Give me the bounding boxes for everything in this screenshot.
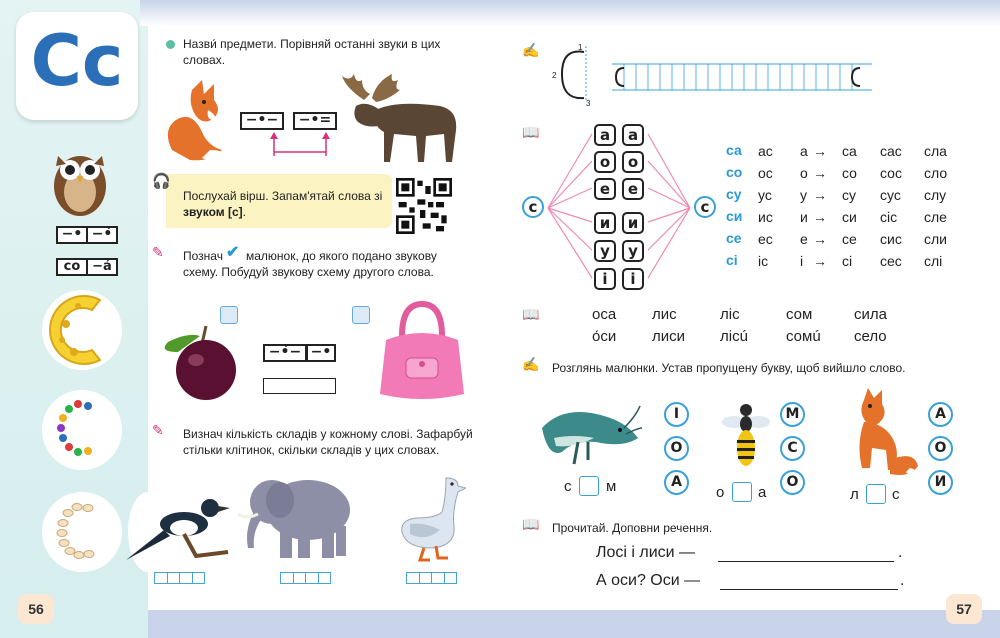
- syllable-cell-0-5: сас: [880, 143, 902, 159]
- pencil-icon: ✎: [152, 244, 164, 260]
- syllable-cell-5-6: слі: [924, 253, 943, 269]
- book-icon-3: 📖: [522, 516, 540, 532]
- fox-letter-1[interactable]: О: [928, 436, 953, 461]
- sentence-1-blank[interactable]: [718, 548, 894, 562]
- check-icon: ✔: [226, 244, 240, 261]
- copybook-line[interactable]: [612, 62, 872, 92]
- syllable-cell-2-2: у: [800, 187, 807, 203]
- syllable-cell-4-5: сис: [880, 231, 902, 247]
- syllable-cell-0-2: а: [800, 143, 808, 159]
- hub-letter-left: с: [522, 196, 544, 218]
- word-row2-3: сомú: [786, 328, 821, 345]
- right-page: [500, 0, 1000, 638]
- letter-title: Cc: [30, 20, 124, 102]
- strip-scheme-2a: со: [56, 258, 88, 276]
- wasp-picture: [720, 400, 772, 472]
- pasta-c-picture: [54, 498, 104, 564]
- syllable-cell-3-0: си: [726, 208, 743, 224]
- word-row2-2: лісú: [720, 328, 748, 345]
- syllable-cell-0-3: →: [813, 143, 827, 159]
- plum-scheme-answer-box[interactable]: [263, 378, 336, 394]
- bag-picture: [376, 300, 468, 404]
- word-row2-0: о́си: [592, 328, 617, 345]
- task2-line1-end: малюнок, до якого подано звукову: [246, 249, 437, 263]
- syllable-cell-3-3: →: [813, 209, 827, 225]
- fox-letter-0[interactable]: А: [928, 402, 953, 427]
- qr-code[interactable]: [392, 174, 456, 238]
- syllable-cell-3-4: си: [842, 209, 857, 225]
- syllable-cell-1-3: →: [813, 165, 827, 181]
- syllable-cell-5-2: і: [800, 253, 804, 269]
- beads-c-picture: [54, 396, 104, 462]
- owl-picture: [44, 140, 116, 218]
- syllable-cell-1-0: со: [726, 164, 743, 180]
- vowel-right-4: у: [622, 240, 644, 262]
- syllable-cell-4-0: се: [726, 230, 742, 246]
- word-row2-1: лиси: [652, 328, 686, 345]
- syllable-cell-2-0: су: [726, 186, 742, 202]
- guide-number-2: 2: [552, 71, 557, 80]
- catfish-left-letter: с: [564, 478, 572, 495]
- syllable-cell-5-3: →: [813, 253, 827, 269]
- word-row1-0: оса: [592, 306, 617, 323]
- task2-line2: схему. Побудуй звукову схему другого слова.: [183, 265, 434, 279]
- syllable-cell-3-6: сле: [924, 209, 947, 225]
- bottom-band: [148, 610, 500, 638]
- fox-picture-2: [834, 388, 920, 480]
- wasp-left-letter: о: [716, 484, 725, 501]
- syllable-cell-5-1: іс: [758, 253, 769, 269]
- elk-picture: [336, 70, 464, 166]
- fox-scheme: −•−: [240, 112, 284, 130]
- vowel-left-4: у: [594, 240, 616, 262]
- plum-scheme-1: −•́−: [263, 344, 307, 362]
- vowel-right-3: и: [622, 212, 644, 234]
- book-icon: 📖: [522, 124, 540, 140]
- syllable-cell-2-6: слу: [924, 187, 947, 203]
- sentence-2-dot: .: [900, 572, 905, 589]
- vowel-right-5: і: [622, 268, 644, 290]
- vowel-left-2: е: [594, 178, 616, 200]
- catfish-letter-1[interactable]: О: [664, 436, 689, 461]
- elephant-syllable-cells[interactable]: [280, 572, 331, 584]
- vowel-right-0: а: [622, 124, 644, 146]
- syllable-cell-2-4: су: [842, 187, 856, 203]
- plum-scheme-2: −•: [306, 344, 336, 362]
- task-read-text: Прочитай. Доповни речення.: [552, 521, 713, 535]
- word-row1-2: ліс: [720, 306, 740, 323]
- sentence-2: А оси? Оси —: [596, 572, 701, 589]
- wasp-right-letter: а: [758, 484, 767, 501]
- listen-line2: [183, 204, 246, 220]
- syllable-cell-1-2: о: [800, 165, 808, 181]
- syllable-cell-1-4: со: [842, 165, 857, 181]
- sentence-2-blank[interactable]: [720, 576, 898, 590]
- syllable-cell-4-4: се: [842, 231, 857, 247]
- letter-c-writing-guide: [550, 40, 594, 106]
- syllable-cell-0-4: са: [842, 143, 857, 159]
- task3-line2: стільки клітинок, скільки складів у цих словах.: [183, 443, 440, 457]
- syllable-cell-0-6: сла: [924, 143, 947, 159]
- vowel-left-5: і: [594, 268, 616, 290]
- pencil-icon-2: ✎: [152, 422, 164, 438]
- fox-gap[interactable]: [866, 484, 886, 504]
- syllable-cell-1-6: сло: [924, 165, 948, 181]
- syllable-cell-2-1: ус: [758, 187, 772, 203]
- syllable-cell-5-5: сес: [880, 253, 902, 269]
- compare-arrows: [268, 130, 332, 158]
- catfish-picture: [534, 398, 642, 468]
- goose-picture: [396, 472, 466, 562]
- strip-scheme-1a: −•: [56, 226, 88, 244]
- vowel-left-3: и: [594, 212, 616, 234]
- bag-checkbox[interactable]: [352, 306, 370, 324]
- task1-line2: словах.: [183, 53, 226, 67]
- hub-letter-right: с: [694, 196, 716, 218]
- syllable-cell-2-3: →: [813, 187, 827, 203]
- word-row1-1: лис: [652, 306, 677, 323]
- vowel-left-1: о: [594, 151, 616, 173]
- plum-picture: [148, 322, 240, 404]
- magpie-picture: [124, 490, 232, 562]
- syllable-fan-arrows: [544, 124, 694, 294]
- listen-bold: звуком [с]: [183, 205, 243, 219]
- syllable-cell-5-4: сі: [842, 253, 853, 269]
- fox-right-letter: с: [892, 486, 900, 503]
- task3-line1: Визнач кількість складів у кожному слові. Зафарбуй: [183, 427, 473, 441]
- syllable-cell-5-0: сі: [726, 252, 738, 268]
- page-number-left: 56: [18, 594, 54, 624]
- sentence-1: Лосі і лиси —: [596, 544, 696, 561]
- syllable-cell-4-6: сли: [924, 231, 947, 247]
- letter-tile: [16, 12, 138, 120]
- vowel-right-1: о: [622, 151, 644, 173]
- elk-scheme: −•=: [293, 112, 337, 130]
- goose-syllable-cells[interactable]: [406, 572, 457, 584]
- top-band: [140, 0, 500, 26]
- headphones-icon: 🎧: [152, 173, 171, 190]
- magpie-syllable-cells[interactable]: [154, 572, 205, 584]
- syllable-cell-3-2: и: [800, 209, 808, 225]
- listen-suffix: .: [242, 205, 246, 219]
- task-missing-text: Розглянь малюнки. Устав пропущену букву, щоб вийшло слово.: [552, 361, 906, 375]
- strip-scheme-1b: −•́: [86, 226, 118, 244]
- writing-hand-icon-2: ✍: [522, 356, 540, 372]
- vowel-right-2: е: [622, 178, 644, 200]
- syllable-cell-0-1: ас: [758, 143, 773, 159]
- writing-hand-icon: ✍: [522, 42, 540, 58]
- task2-line1-start: Познач: [183, 249, 223, 263]
- syllable-cell-0-0: са: [726, 142, 742, 158]
- sentence-1-dot: .: [898, 544, 903, 561]
- page-number-right: 57: [946, 594, 982, 624]
- book-icon-2: 📖: [522, 306, 540, 322]
- catfish-gap[interactable]: [579, 476, 599, 496]
- fox-left-letter: л: [850, 486, 859, 503]
- fox-letter-2[interactable]: И: [928, 470, 953, 495]
- syllable-cell-1-1: ос: [758, 165, 773, 181]
- catfish-right-letter: м: [606, 478, 617, 495]
- syllable-cell-3-1: ис: [758, 209, 773, 225]
- syllable-cell-2-5: сус: [880, 187, 901, 203]
- strip-scheme-2b: −а́: [86, 258, 118, 276]
- elephant-picture: [236, 468, 358, 562]
- syllable-cell-3-5: сіс: [880, 209, 898, 225]
- catfish-letter-2[interactable]: А: [664, 470, 689, 495]
- guide-number-3: 3: [586, 99, 591, 106]
- catfish-letter-0[interactable]: І: [664, 402, 689, 427]
- word-row2-4: село: [854, 328, 887, 345]
- syllable-cell-1-5: сос: [880, 165, 902, 181]
- word-row1-3: сом: [786, 306, 813, 323]
- wasp-letter-1[interactable]: С: [780, 436, 805, 461]
- task1-bullet: [166, 40, 175, 49]
- vowel-left-0: а: [594, 124, 616, 146]
- guide-number-1: 1: [578, 43, 583, 52]
- task1-line1: Назви́ предмети. Порівняй останні звуки в цих: [183, 37, 441, 51]
- syllable-cell-4-2: е: [800, 231, 808, 247]
- syllable-cell-4-3: →: [813, 231, 827, 247]
- top-band-right: [500, 0, 1000, 26]
- word-row1-4: сила: [854, 306, 887, 323]
- bottom-band-right: [500, 610, 1000, 638]
- wasp-letter-2[interactable]: О: [780, 470, 805, 495]
- listen-line1: Послухай вірш. Запам'ятай слова зі: [183, 189, 383, 203]
- cheese-c-picture: [48, 294, 112, 366]
- syllable-cell-4-1: ес: [758, 231, 773, 247]
- wasp-letter-0[interactable]: М: [780, 402, 805, 427]
- wasp-gap[interactable]: [732, 482, 752, 502]
- fox-picture: [162, 80, 230, 164]
